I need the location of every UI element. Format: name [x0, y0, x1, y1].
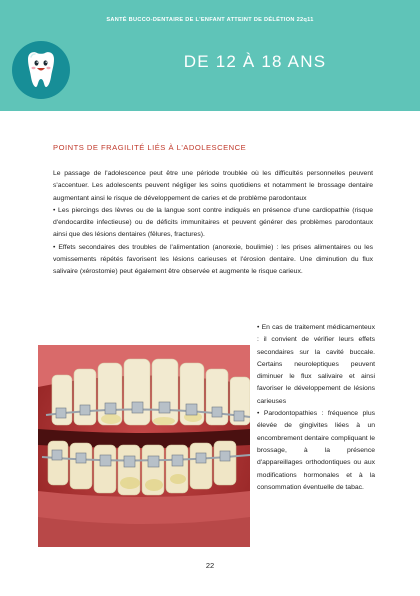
paragraph-adolescence: Le passage de l'adolescence peut être une période troublée où les difficultés personnelles peuvent s'accentuer. Les adolescents peuvent négliger les soins quotidiens et notamment le brossage dentaire augmentant ainsi le risque de développement de caries et de problème parodontaux [53, 170, 373, 202]
section-heading: POINTS DE FRAGILITÉ LIÉS À L'ADOLESCENCE [53, 143, 247, 152]
paragraph-piercings: • Les piercings des lèvres ou de la langue sont contre indiqués en présence d'une cardiopathie (risque d'endocardite infectieuse) ou de déficits immunitaires et peuvent générer des problèmes parodontaux ainsi que des lésions dentaires (fêlures, fractures). [53, 206, 373, 239]
paragraph-periodontal: • Parodontopathies : fréquence plus élevée de gingivites liées à un encombrement dentaire compliquant le brossage, à la présence d'appareillages orthodontiques ou aux modifications hormonales et à la consommation éventuelle de tabac. [257, 410, 375, 491]
paragraph-medication: • En cas de traitement médicamenteux : il convient de vérifier leurs effets secondaires sur la cavité buccale. Certains neuroleptiques peuvent diminuer le flux salivaire et ainsi favoriser le développement de lésions carieuses [257, 324, 375, 405]
age-range-title: DE 12 À 18 ANS [183, 52, 327, 71]
dental-braces-photo [38, 345, 250, 547]
intro-text-block [53, 168, 373, 279]
smiling-tooth-icon [12, 41, 70, 99]
page-number: 22 [205, 561, 215, 570]
side-text-block [257, 322, 375, 494]
header-band [0, 0, 420, 111]
paragraph-eating-disorders: • Effets secondaires des troubles de l'alimentation (anorexie, boulimie) : les prises alimentaires ou les vomissements répétés favorisent les lésions carieuses et l'érosion dentaire. Une diminution du flux salivaire (xérostomie) peut également être observée et augmente le risque carieux. [53, 243, 373, 276]
running-title: SANTÉ BUCCO-DENTAIRE DE L'ENFANT ATTEINT DE DÉLÉTION 22q11 [106, 17, 314, 23]
